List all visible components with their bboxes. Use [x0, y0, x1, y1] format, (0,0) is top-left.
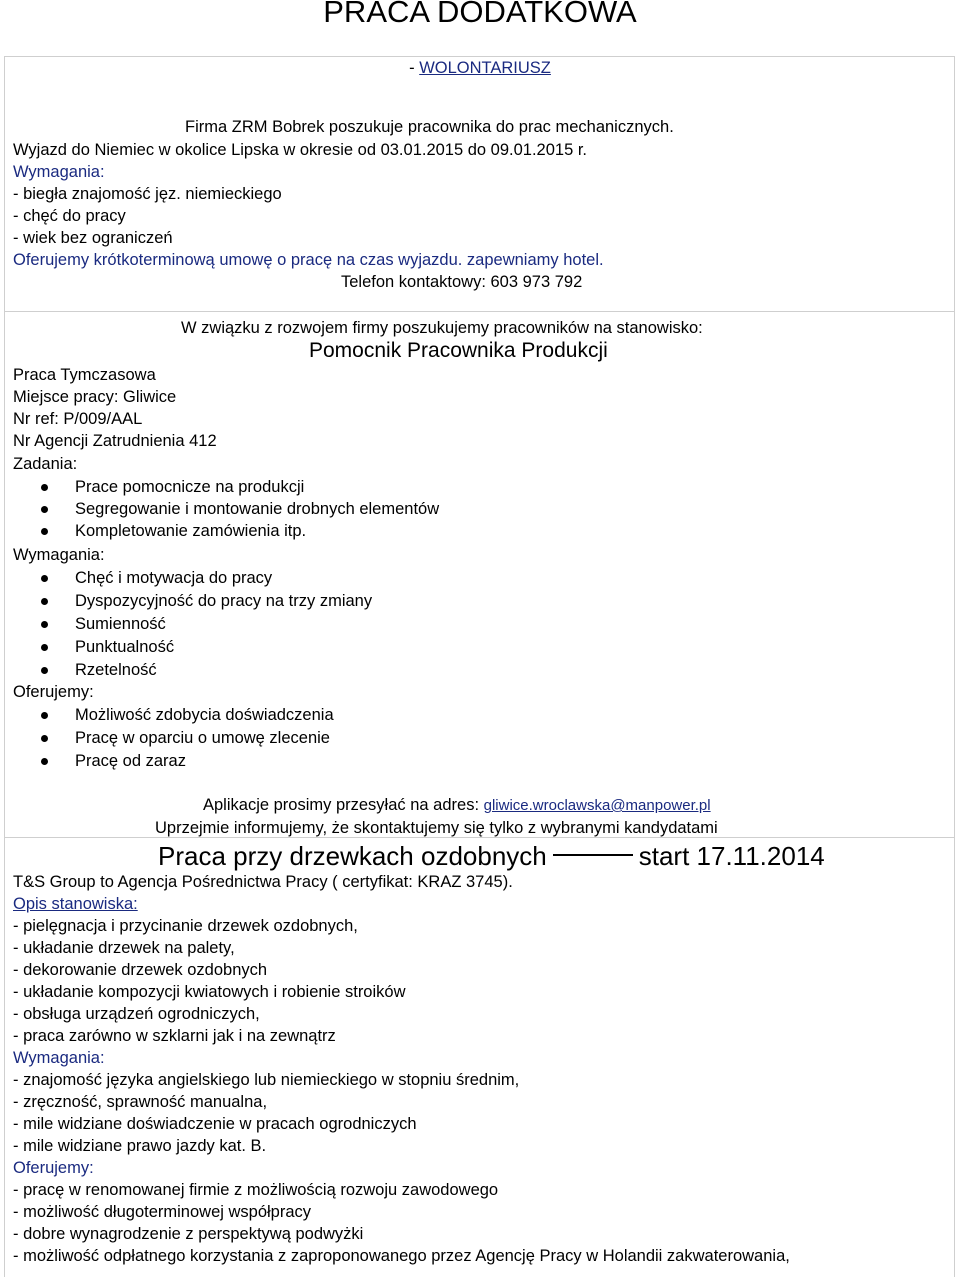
text-line: - wiek bez ograniczeń — [13, 229, 173, 247]
bullet-icon — [41, 484, 48, 491]
requirements-label: Wymagania: — [13, 1049, 105, 1067]
requirement-item: Punktualność — [75, 638, 175, 656]
task-item: Kompletowanie zamówienia itp. — [75, 522, 307, 540]
text-line: - chęć do pracy — [13, 207, 126, 225]
desc-item: - praca zarówno w szklarni jak i na zewnątrz — [13, 1027, 336, 1045]
bullet-icon — [41, 528, 48, 535]
bullet-icon — [41, 644, 48, 651]
bullet-icon — [41, 575, 48, 582]
bullet-icon — [41, 598, 48, 605]
requirement-item: Sumienność — [75, 615, 166, 633]
offer-label: Oferujemy: — [13, 683, 94, 701]
heading-dash — [553, 854, 633, 856]
task-item: Prace pomocnicze na produkcji — [75, 478, 305, 496]
requirement-item: - mile widziane doświadczenie w pracach ogrodniczych — [13, 1115, 417, 1133]
requirement-item: Dyspozycyjność do pracy na trzy zmiany — [75, 592, 373, 610]
heading-left: Praca przy drzewkach ozdobnych — [158, 841, 547, 871]
tasks-label: Zadania: — [13, 455, 78, 473]
wolontariusz-link-line — [0, 58, 960, 78]
wolontariusz-link[interactable]: WOLONTARIUSZ — [419, 59, 551, 77]
desc-item: - pielęgnacja i przycinanie drzewek ozdobnych, — [13, 917, 358, 935]
bullet-icon — [41, 735, 48, 742]
heading-right: start 17.11.2014 — [638, 841, 825, 871]
text-line: Wyjazd do Niemiec w okolice Lipska w okresie od 03.01.2015 do 09.01.2015 r. — [13, 141, 588, 159]
offer-label: Oferujemy: — [13, 1159, 94, 1177]
desc-item: - układanie kompozycji kwiatowych i robienie stroików — [13, 983, 406, 1001]
offer-item: Pracę w oparciu o umowę zlecenie — [75, 729, 330, 747]
bullet-icon — [41, 667, 48, 674]
section3-heading — [158, 841, 825, 871]
info-line: Nr ref: P/009/AAL — [13, 410, 143, 428]
info-line: Praca Tymczasowa — [13, 366, 156, 384]
requirements-label: Wymagania: — [13, 163, 105, 181]
offer-item: - możliwość odpłatnego korzystania z zaproponowanego przez Agencję Pracy w Holandii zakwaterowania, — [13, 1247, 790, 1265]
offer-item: - możliwość długoterminowej współpracy — [13, 1203, 312, 1221]
position-title: Pomocnik Pracownika Produkcji — [309, 339, 608, 362]
offer-item: - pracę w renomowanej firmie z możliwością rozwoju zawodowego — [13, 1181, 499, 1199]
apply-line — [203, 795, 711, 816]
company-line: T&S Group to Agencja Pośrednictwa Pracy ( certyfikat: KRAZ 3745). — [13, 873, 513, 891]
phone-line: Telefon kontaktowy: 603 973 792 — [341, 273, 583, 291]
info-line: Nr Agencji Zatrudnienia 412 — [13, 432, 217, 450]
requirements-label: Wymagania: — [13, 546, 105, 564]
offer-item: Możliwość zdobycia doświadczenia — [75, 706, 334, 724]
requirement-item: Chęć i motywacja do pracy — [75, 569, 273, 587]
offer-item: Pracę od zaraz — [75, 752, 186, 770]
apply-text: Aplikacje prosimy przesyłać na adres: — [203, 796, 484, 814]
requirement-item: - zręczność, sprawność manualna, — [13, 1093, 268, 1111]
text-line: - biegła znajomość jęz. niemieckiego — [13, 185, 282, 203]
offer-item: - dobre wynagrodzenie z perspektywą podwyżki — [13, 1225, 364, 1243]
apply-email-link[interactable]: gliwice.wroclawska@manpower.pl — [483, 797, 711, 814]
bullet-icon — [41, 712, 48, 719]
link-prefix: - — [409, 59, 420, 77]
desc-item: - obsługa urządzeń ogrodniczych, — [13, 1005, 260, 1023]
page-title: PRACA DODATKOWA — [323, 0, 637, 29]
text-line: Firma ZRM Bobrek poszukuje pracownika do prac mechanicznych. — [185, 118, 674, 136]
bullet-icon — [41, 758, 48, 765]
desc-item: - układanie drzewek na palety, — [13, 939, 235, 957]
bullet-icon — [41, 621, 48, 628]
offer-line: Oferujemy krótkoterminową umowę o pracę na czas wyjazdu. zapewniamy hotel. — [13, 251, 604, 269]
intro-line: W związku z rozwojem firmy poszukujemy pracowników na stanowisko: — [181, 319, 703, 337]
requirement-item: - mile widziane prawo jazdy kat. B. — [13, 1137, 267, 1155]
info-line: Miejsce pracy: Gliwice — [13, 388, 177, 406]
desc-label: Opis stanowiska: — [13, 895, 138, 913]
requirement-item: Rzetelność — [75, 661, 157, 679]
bullet-icon — [41, 506, 48, 513]
task-item: Segregowanie i montowanie drobnych elementów — [75, 500, 440, 518]
notice-line: Uprzejmie informujemy, że skontaktujemy się tylko z wybranymi kandydatami — [155, 819, 718, 837]
requirement-item: - znajomość języka angielskiego lub niemieckiego w stopniu średnim, — [13, 1071, 520, 1089]
desc-item: - dekorowanie drzewek ozdobnych — [13, 961, 268, 979]
